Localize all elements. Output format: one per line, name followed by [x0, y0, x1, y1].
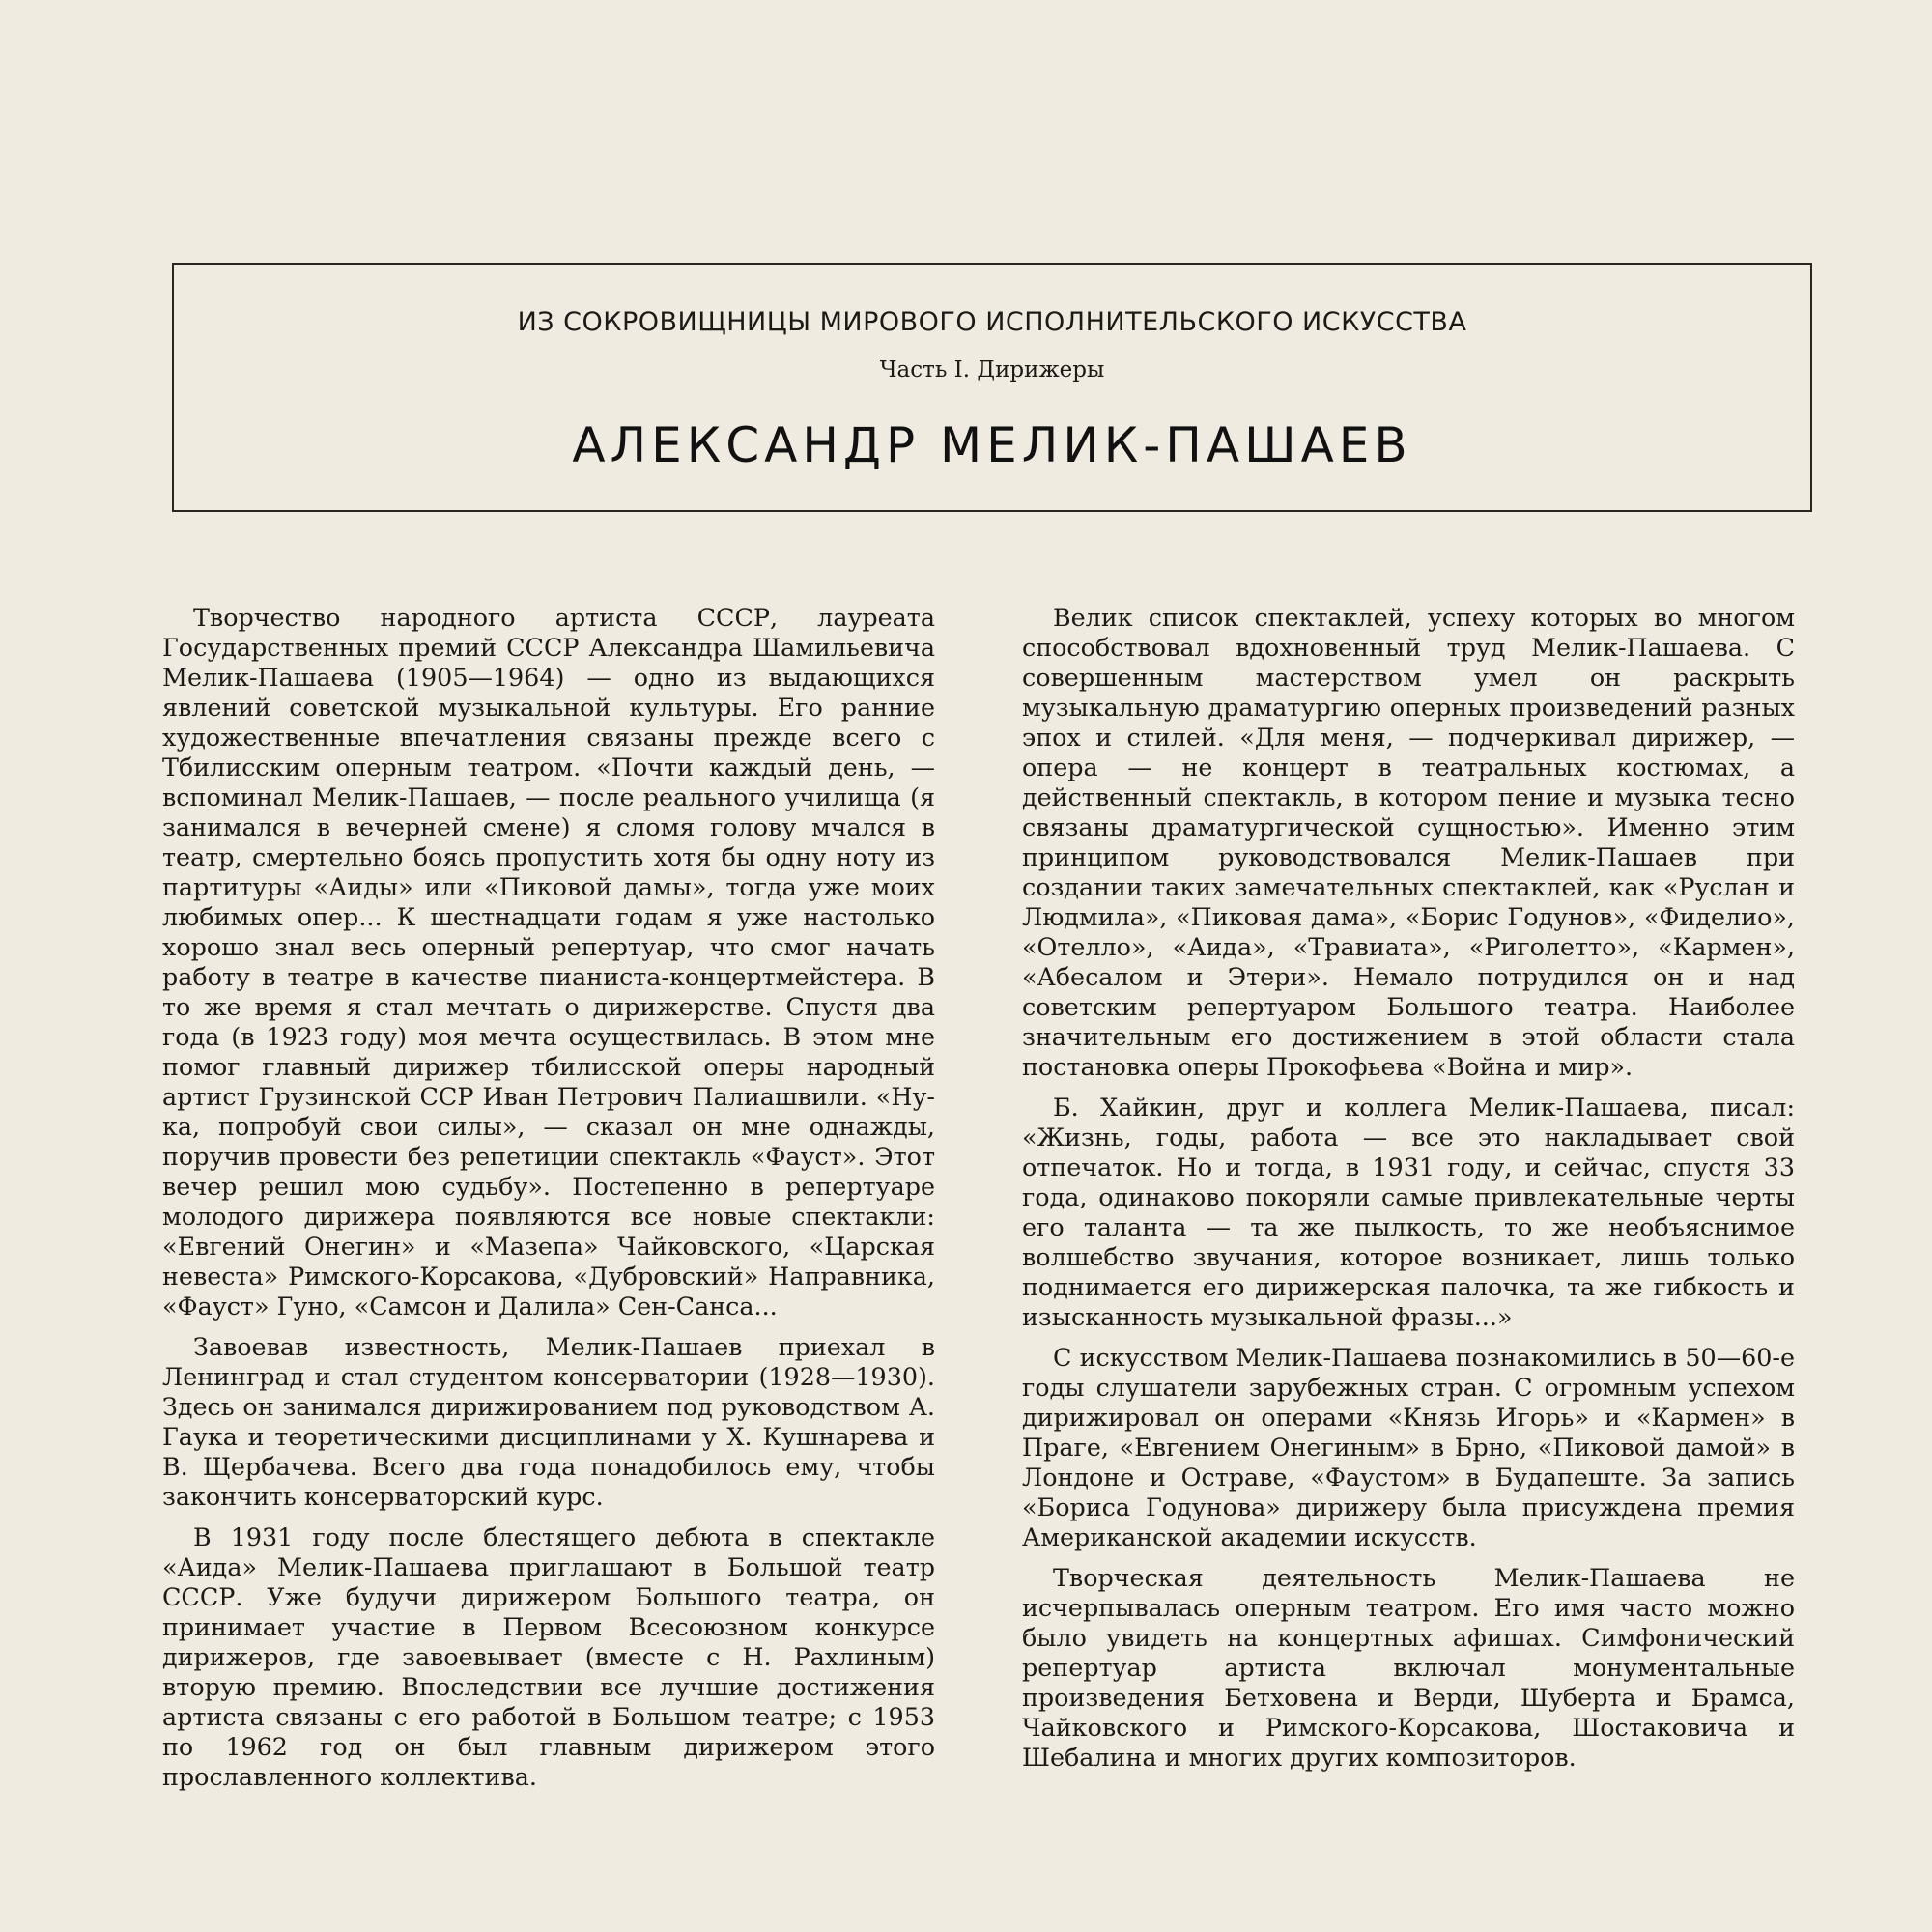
- paragraph: Велик список спектаклей, успеху которых во многом способствовал вдохновенный труд Мелик-Пашаева. С совершенным мастерством умел он раскрыть музыкальную драматургию оперных произведений разных эпох и стилей. «Для меня, — подчеркивал дирижер, — опера — не концерт в театральных костюмах, а действенный спектакль, в котором пение и музыка тесно связаны драматургической сущностью». Именно этим принципом руководствовался Мелик-Пашаев при создании таких замечательных спектаклей, как «Руслан и Людмила», «Пиковая дама», «Борис Годунов», «Фиделио», «Отелло», «Аида», «Травиата», «Риголетто», «Кармен», «Абесалом и Этери». Немало потрудился он и над советским репертуаром Большого театра. Наиболее значительным его достижением в этой области стала постановка оперы Прокофьева «Война и мир».: [1022, 603, 1795, 1081]
- paragraph: Б. Хайкин, друг и коллега Мелик-Пашаева, писал: «Жизнь, годы, работа — все это накладывает свой отпечаток. Но и тогда, в 1931 году, и сейчас, спустя 33 года, одинаково покоряли самые привлекательные черты его таланта — та же пылкость, то же необъяснимое волшебство звучания, которое возникает, лишь только поднимается его дирижерская палочка, та же гибкость и изысканность музыкальной фразы...»: [1022, 1093, 1795, 1331]
- paragraph: Завоевав известность, Мелик-Пашаев приехал в Ленинград и стал студентом консерватории (1928—1930). Здесь он занимался дирижированием под руководством А. Гаука и теоретическими дисциплинами у Х. Кушнарева и В. Щербачева. Всего два года понадобилось ему, чтобы закончить консерваторский курс.: [162, 1332, 935, 1511]
- paragraph: Творческая деятельность Мелик-Пашаева не исчерпывалась оперным театром. Его имя часто можно было увидеть на концертных афишах. Симфонический репертуар артиста включал монументальные произведения Бетховена и Верди, Шуберта и Брамса, Чайковского и Римского-Корсакова, Шостаковича и Шебалина и многих других композиторов.: [1022, 1563, 1795, 1772]
- article-left-column: [162, 603, 935, 1803]
- article-right-column: [1022, 603, 1795, 1783]
- paragraph: В 1931 году после блестящего дебюта в спектакле «Аида» Мелик-Пашаева приглашают в Большой театр СССР. Уже будучи дирижером Большого театра, он принимает участие в Первом Всесоюзном конкурсе дирижеров, где завоевывает (вместе с Н. Рахлиным) вторую премию. Впоследствии все лучшие достижения артиста связаны с его работой в Большом театре; с 1953 по 1962 год он был главным дирижером этого прославленного коллектива.: [162, 1522, 935, 1791]
- paragraph: Творчество народного артиста СССР, лауреата Государственных премий СССР Александра Шамильевича Мелик-Пашаева (1905—1964) — одно из выдающихся явлений советской музыкальной культуры. Его ранние художественные впечатления связаны прежде всего с Тбилисским оперным театром. «Почти каждый день, — вспоминал Мелик-Пашаев, — после реального училища (я занимался в вечерней смене) я сломя голову мчался в театр, смертельно боясь пропустить хотя бы одну ноту из партитуры «Аиды» или «Пиковой дамы», тогда уже моих любимых опер... К шестнадцати годам я уже настолько хорошо знал весь оперный репертуар, что смог начать работу в театре в качестве пианиста-концертмейстера. В то же время я стал мечтать о дирижерстве. Спустя два года (в 1923 году) моя мечта осуществилась. В этом мне помог главный дирижер тбилисской оперы народный артист Грузинской ССР Иван Петрович Палиашвили. «Ну-ка, попробуй свои силы», — сказал он мне однажды, поручив провести без репетиции спектакль «Фауст». Этот вечер решил мою судьбу». Постепенно в репертуаре молодого дирижера появляются все новые спектакли: «Евгений Онегин» и «Мазепа» Чайковского, «Царская невеста» Римского-Корсакова, «Дубровский» Направника, «Фауст» Гуно, «Самсон и Далила» Сен-Санса...: [162, 603, 935, 1321]
- header-box: [172, 263, 1812, 512]
- part-title: Часть I. Дирижеры: [879, 357, 1105, 383]
- series-title: ИЗ СОКРОВИЩНИЦЫ МИРОВОГО ИСПОЛНИТЕЛЬСКОГО ИСКУССТВА: [517, 307, 1467, 337]
- page-title: АЛЕКСАНДР МЕЛИК-ПАШАЕВ: [572, 417, 1412, 473]
- paragraph: С искусством Мелик-Пашаева познакомились в 50—60-е годы слушатели зарубежных стран. С огромным успехом дирижировал он операми «Князь Игорь» и «Кармен» в Праге, «Евгением Онегиным» в Брно, «Пиковой дамой» в Лондоне и Остраве, «Фаустом» в Будапеште. За запись «Бориса Годунова» дирижеру была присуждена премия Американской академии искусств.: [1022, 1343, 1795, 1551]
